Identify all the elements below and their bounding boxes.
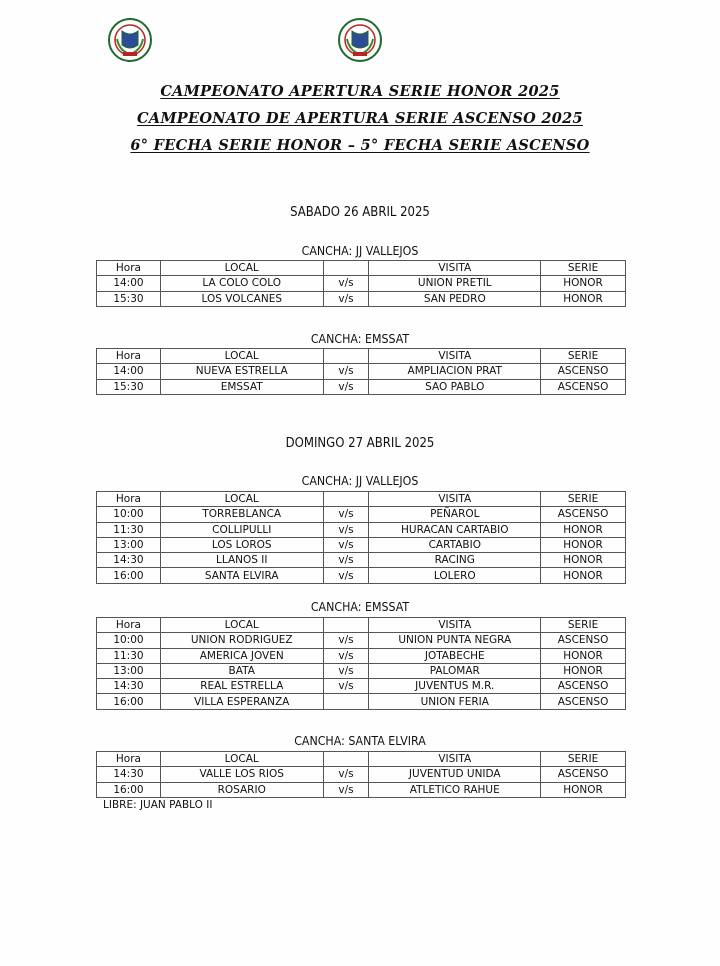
cell-local: AMERICA JOVEN: [160, 648, 323, 663]
table-header-row: [97, 349, 626, 364]
column-header: VISITA: [369, 261, 541, 276]
table-row: [97, 679, 626, 694]
cell-local: LOS VOLCANES: [160, 291, 323, 306]
venue-heading: CANCHA: SANTA ELVIRA: [294, 734, 426, 748]
cell-vs: v/s: [323, 648, 369, 663]
table-header-row: [97, 261, 626, 276]
cell-local: SANTA ELVIRA: [160, 568, 323, 583]
table-row: [97, 767, 626, 782]
cell-vs: v/s: [323, 537, 369, 552]
cell-vs: v/s: [323, 364, 369, 379]
cell-local: ROSARIO: [160, 782, 323, 797]
cell-hora: 11:30: [97, 648, 161, 663]
column-header: LOCAL: [160, 492, 323, 507]
cell-local: NUEVA ESTRELLA: [160, 364, 323, 379]
column-header: LOCAL: [160, 349, 323, 364]
day-heading: SABADO 26 ABRIL 2025: [290, 205, 430, 220]
column-header: Hora: [97, 492, 161, 507]
table-row: [97, 633, 626, 648]
table-row: [97, 648, 626, 663]
title-line: CAMPEONATO DE APERTURA SERIE ASCENSO 2025: [137, 110, 583, 127]
cell-local: VILLA ESPERANZA: [160, 694, 323, 709]
cell-visita: CARTABIO: [369, 537, 541, 552]
column-header: SERIE: [541, 618, 626, 633]
cell-serie: HONOR: [541, 782, 626, 797]
column-header: LOCAL: [160, 618, 323, 633]
column-header: SERIE: [541, 752, 626, 767]
column-header: [323, 492, 369, 507]
column-header: SERIE: [541, 492, 626, 507]
column-header: [323, 618, 369, 633]
fixture-table: [96, 260, 626, 307]
cell-local: LOS LOROS: [160, 537, 323, 552]
cell-visita: UNION FERIA: [369, 694, 541, 709]
cell-hora: 13:00: [97, 663, 161, 678]
table-row: [97, 694, 626, 709]
column-header: LOCAL: [160, 752, 323, 767]
column-header: VISITA: [369, 492, 541, 507]
column-header: Hora: [97, 349, 161, 364]
table-row: [97, 379, 626, 394]
cell-visita: RACING: [369, 553, 541, 568]
fixture-table: [96, 751, 626, 798]
cell-serie: HONOR: [541, 537, 626, 552]
column-header: [323, 349, 369, 364]
cell-local: UNION RODRIGUEZ: [160, 633, 323, 648]
table-row: [97, 507, 626, 522]
association-logo-icon: [107, 17, 153, 63]
column-header: SERIE: [541, 349, 626, 364]
column-header: [323, 261, 369, 276]
cell-visita: PEÑAROL: [369, 507, 541, 522]
column-header: SERIE: [541, 261, 626, 276]
cell-visita: HURACAN CARTABIO: [369, 522, 541, 537]
table-row: [97, 276, 626, 291]
fixture-table: [96, 348, 626, 395]
table-row: [97, 782, 626, 797]
cell-vs: v/s: [323, 633, 369, 648]
cell-visita: UNION PUNTA NEGRA: [369, 633, 541, 648]
cell-vs: [323, 694, 369, 709]
cell-vs: v/s: [323, 553, 369, 568]
table-header-row: [97, 752, 626, 767]
cell-local: REAL ESTRELLA: [160, 679, 323, 694]
cell-hora: 14:30: [97, 679, 161, 694]
cell-visita: UNION PRETIL: [369, 276, 541, 291]
table-row: [97, 537, 626, 552]
table-header-row: [97, 492, 626, 507]
cell-visita: AMPLIACION PRAT: [369, 364, 541, 379]
day-heading: DOMINGO 27 ABRIL 2025: [285, 436, 435, 451]
table-row: [97, 553, 626, 568]
table-row: [97, 291, 626, 306]
column-header: LOCAL: [160, 261, 323, 276]
table-row: [97, 364, 626, 379]
cell-hora: 10:00: [97, 633, 161, 648]
cell-local: TORREBLANCA: [160, 507, 323, 522]
column-header: [323, 752, 369, 767]
cell-visita: SAO PABLO: [369, 379, 541, 394]
cell-visita: LOLERO: [369, 568, 541, 583]
title-block: [0, 78, 720, 159]
cell-hora: 16:00: [97, 782, 161, 797]
cell-visita: JUVENTUD UNIDA: [369, 767, 541, 782]
cell-serie: ASCENSO: [541, 694, 626, 709]
table-row: [97, 522, 626, 537]
cell-vs: v/s: [323, 522, 369, 537]
column-header: Hora: [97, 261, 161, 276]
column-header: Hora: [97, 752, 161, 767]
cell-vs: v/s: [323, 767, 369, 782]
cell-visita: JUVENTUS M.R.: [369, 679, 541, 694]
table-header-row: [97, 618, 626, 633]
cell-visita: JOTABECHE: [369, 648, 541, 663]
cell-local: COLLIPULLI: [160, 522, 323, 537]
fixture-table: [96, 491, 626, 584]
column-header: VISITA: [369, 752, 541, 767]
cell-hora: 13:00: [97, 537, 161, 552]
table-row: [97, 663, 626, 678]
cell-vs: v/s: [323, 663, 369, 678]
venue-heading: CANCHA: EMSSAT: [310, 332, 410, 346]
cell-serie: ASCENSO: [541, 364, 626, 379]
cell-serie: ASCENSO: [541, 679, 626, 694]
cell-hora: 15:30: [97, 379, 161, 394]
table-row: [97, 568, 626, 583]
cell-vs: v/s: [323, 276, 369, 291]
cell-serie: HONOR: [541, 553, 626, 568]
cell-hora: 14:30: [97, 553, 161, 568]
cell-hora: 16:00: [97, 694, 161, 709]
cell-serie: ASCENSO: [541, 379, 626, 394]
title-line: CAMPEONATO APERTURA SERIE HONOR 2025: [160, 83, 560, 100]
venue-heading: CANCHA: JJ VALLEJOS: [301, 244, 419, 258]
cell-serie: HONOR: [541, 663, 626, 678]
cell-vs: v/s: [323, 379, 369, 394]
cell-hora: 16:00: [97, 568, 161, 583]
cell-vs: v/s: [323, 507, 369, 522]
cell-hora: 10:00: [97, 507, 161, 522]
cell-serie: HONOR: [541, 568, 626, 583]
venue-heading: CANCHA: JJ VALLEJOS: [301, 474, 419, 488]
cell-serie: HONOR: [541, 648, 626, 663]
cell-hora: 15:30: [97, 291, 161, 306]
cell-hora: 14:30: [97, 767, 161, 782]
cell-visita: PALOMAR: [369, 663, 541, 678]
bye-note: LIBRE: JUAN PABLO II: [103, 799, 213, 811]
association-logo-icon: [337, 17, 383, 63]
cell-local: EMSSAT: [160, 379, 323, 394]
column-header: Hora: [97, 618, 161, 633]
cell-hora: 11:30: [97, 522, 161, 537]
cell-serie: ASCENSO: [541, 767, 626, 782]
cell-serie: ASCENSO: [541, 633, 626, 648]
cell-local: LA COLO COLO: [160, 276, 323, 291]
cell-visita: ATLETICO RAHUE: [369, 782, 541, 797]
title-line: 6° FECHA SERIE HONOR – 5° FECHA SERIE ASCENSO: [130, 137, 590, 154]
fixture-table: [96, 617, 626, 710]
column-header: VISITA: [369, 618, 541, 633]
cell-local: LLANOS II: [160, 553, 323, 568]
cell-hora: 14:00: [97, 364, 161, 379]
venue-heading: CANCHA: EMSSAT: [310, 600, 410, 614]
column-header: VISITA: [369, 349, 541, 364]
cell-local: BATA: [160, 663, 323, 678]
cell-vs: v/s: [323, 568, 369, 583]
cell-serie: HONOR: [541, 522, 626, 537]
cell-serie: HONOR: [541, 291, 626, 306]
cell-hora: 14:00: [97, 276, 161, 291]
cell-vs: v/s: [323, 782, 369, 797]
cell-local: VALLE LOS RIOS: [160, 767, 323, 782]
cell-visita: SAN PEDRO: [369, 291, 541, 306]
cell-serie: ASCENSO: [541, 507, 626, 522]
cell-vs: v/s: [323, 679, 369, 694]
cell-serie: HONOR: [541, 276, 626, 291]
cell-vs: v/s: [323, 291, 369, 306]
